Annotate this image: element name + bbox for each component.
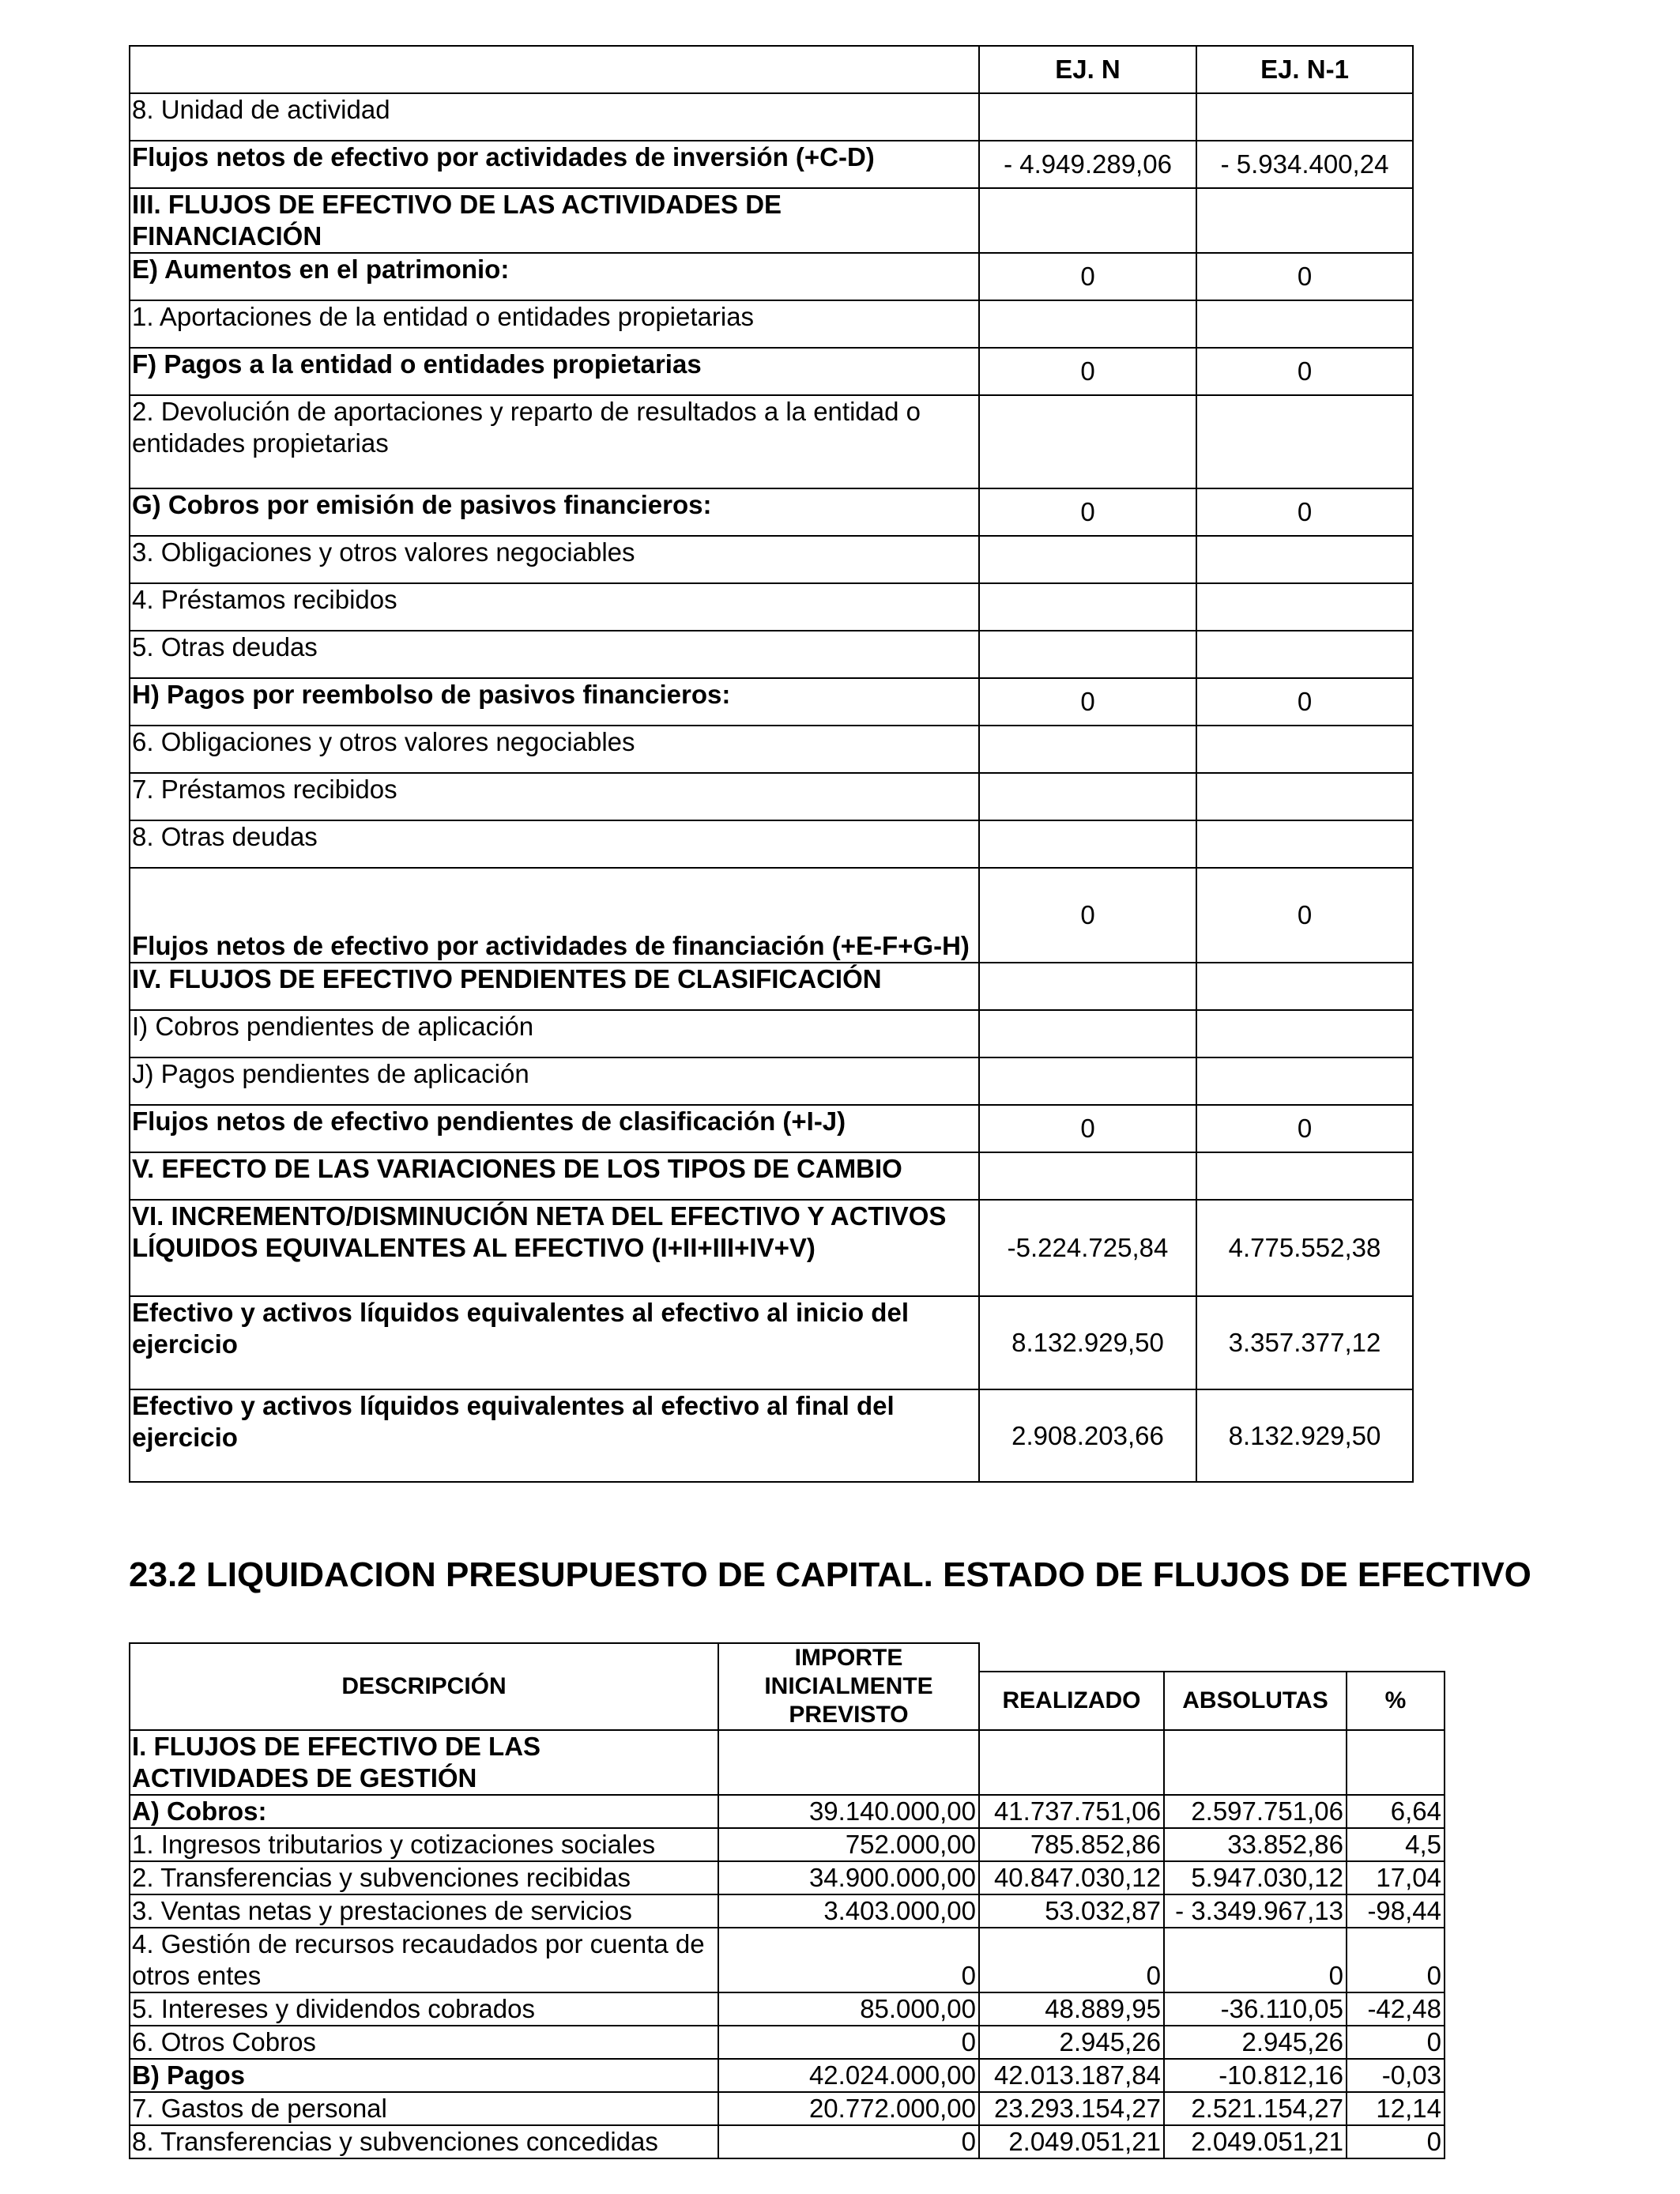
- value-realizado: 53.032,87: [979, 1894, 1164, 1928]
- table-row: [130, 141, 1413, 188]
- table-row: [130, 1057, 1413, 1105]
- value-ej-n1: [1196, 583, 1413, 631]
- value-absolutas: 5.947.030,12: [1164, 1861, 1347, 1894]
- value-realizado: 0: [979, 1928, 1164, 1992]
- table-row: [130, 1730, 1445, 1795]
- value-realizado: 48.889,95: [979, 1992, 1164, 2026]
- row-label: VI. INCREMENTO/DISMINUCIÓN NETA DEL EFECTIVO Y ACTIVOS LÍQUIDOS EQUIVALENTES AL EFECTIVO (I+II+III+IV+V): [130, 1200, 979, 1296]
- value-ej-n: [979, 820, 1196, 868]
- table-row: [130, 1928, 1445, 1992]
- table-header-row: [130, 46, 1413, 93]
- table-row: [130, 1010, 1413, 1057]
- value-previsto: 0: [718, 1928, 979, 1992]
- value-absolutas: 2.597.751,06: [1164, 1795, 1347, 1828]
- table-row: [130, 2059, 1445, 2092]
- value-pct: [1347, 1730, 1445, 1795]
- table-row: [130, 678, 1413, 726]
- value-ej-n1: [1196, 536, 1413, 583]
- value-realizado: 40.847.030,12: [979, 1861, 1164, 1894]
- value-ej-n: 0: [979, 868, 1196, 963]
- table-header-row: [130, 1643, 1445, 1672]
- value-ej-n1: 0: [1196, 1105, 1413, 1152]
- value-ej-n1: [1196, 773, 1413, 820]
- header-absolutas: ABSOLUTAS: [1164, 1672, 1347, 1730]
- value-pct: 0: [1347, 2026, 1445, 2059]
- row-label: 5. Intereses y dividendos cobrados: [130, 1992, 718, 2026]
- table-row: [130, 1105, 1413, 1152]
- value-ej-n1: [1196, 188, 1413, 253]
- header-importe-previsto: IMPORTE INICIALMENTE PREVISTO: [718, 1643, 979, 1730]
- value-previsto: 752.000,00: [718, 1828, 979, 1861]
- table-row: [130, 2092, 1445, 2125]
- table-row: [130, 488, 1413, 536]
- header-spacer: [979, 1643, 1445, 1672]
- value-pct: 17,04: [1347, 1861, 1445, 1894]
- row-label: V. EFECTO DE LAS VARIACIONES DE LOS TIPOS DE CAMBIO: [130, 1152, 979, 1200]
- value-ej-n1: 0: [1196, 868, 1413, 963]
- value-previsto: 20.772.000,00: [718, 2092, 979, 2125]
- value-absolutas: -36.110,05: [1164, 1992, 1347, 2026]
- value-ej-n1: 0: [1196, 348, 1413, 395]
- row-label: E) Aumentos en el patrimonio:: [130, 253, 979, 300]
- value-ej-n1: [1196, 726, 1413, 773]
- table-row: [130, 773, 1413, 820]
- value-pct: 0: [1347, 1928, 1445, 1992]
- value-ej-n1: - 5.934.400,24: [1196, 141, 1413, 188]
- value-ej-n: [979, 1010, 1196, 1057]
- header-descripcion: DESCRIPCIÓN: [130, 1643, 718, 1730]
- table-row: [130, 1861, 1445, 1894]
- table-row: [130, 1296, 1413, 1389]
- value-pct: 6,64: [1347, 1795, 1445, 1828]
- table-row: [130, 583, 1413, 631]
- section-heading: 23.2 LIQUIDACION PRESUPUESTO DE CAPITAL. ESTADO DE FLUJOS DE EFECTIVO: [129, 1555, 1531, 1594]
- value-ej-n: [979, 188, 1196, 253]
- row-label: Efectivo y activos líquidos equivalentes al efectivo al final del ejercicio: [130, 1389, 979, 1482]
- value-absolutas: - 3.349.967,13: [1164, 1894, 1347, 1928]
- table-row: [130, 2125, 1445, 2158]
- value-ej-n1: [1196, 963, 1413, 1010]
- row-label: 2. Transferencias y subvenciones recibidas: [130, 1861, 718, 1894]
- row-label: 2. Devolución de aportaciones y reparto de resultados a la entidad o entidades propietarias: [130, 395, 979, 488]
- value-ej-n1: 8.132.929,50: [1196, 1389, 1413, 1482]
- table-row: [130, 631, 1413, 678]
- table-row: [130, 1389, 1413, 1482]
- row-label: Flujos netos de efectivo pendientes de clasificación (+I-J): [130, 1105, 979, 1152]
- table-row: [130, 253, 1413, 300]
- value-realizado: 23.293.154,27: [979, 2092, 1164, 2125]
- value-realizado: 2.049.051,21: [979, 2125, 1164, 2158]
- value-ej-n: 0: [979, 348, 1196, 395]
- value-pct: 12,14: [1347, 2092, 1445, 2125]
- value-ej-n: [979, 300, 1196, 348]
- value-previsto: [718, 1730, 979, 1795]
- value-ej-n1: 0: [1196, 488, 1413, 536]
- row-label: I) Cobros pendientes de aplicación: [130, 1010, 979, 1057]
- value-ej-n: [979, 963, 1196, 1010]
- value-ej-n1: [1196, 93, 1413, 141]
- table-row: [130, 820, 1413, 868]
- row-label: 8. Otras deudas: [130, 820, 979, 868]
- row-label: Efectivo y activos líquidos equivalentes al efectivo al inicio del ejercicio: [130, 1296, 979, 1389]
- value-realizado: 2.945,26: [979, 2026, 1164, 2059]
- row-label: 3. Ventas netas y prestaciones de servicios: [130, 1894, 718, 1928]
- value-ej-n: 0: [979, 253, 1196, 300]
- value-previsto: 0: [718, 2125, 979, 2158]
- value-ej-n: [979, 395, 1196, 488]
- value-ej-n1: [1196, 300, 1413, 348]
- value-ej-n: [979, 536, 1196, 583]
- table-row: [130, 1795, 1445, 1828]
- row-label: B) Pagos: [130, 2059, 718, 2092]
- value-absolutas: -10.812,16: [1164, 2059, 1347, 2092]
- header-pct: %: [1347, 1672, 1445, 1730]
- row-label: 6. Obligaciones y otros valores negociables: [130, 726, 979, 773]
- value-ej-n1: [1196, 1010, 1413, 1057]
- row-label: 5. Otras deudas: [130, 631, 979, 678]
- value-ej-n: 0: [979, 1105, 1196, 1152]
- value-realizado: 42.013.187,84: [979, 2059, 1164, 2092]
- value-pct: -0,03: [1347, 2059, 1445, 2092]
- value-ej-n: - 4.949.289,06: [979, 141, 1196, 188]
- budget-liquidation-table: [129, 1642, 1445, 2159]
- header-cell-empty: [130, 46, 979, 93]
- table-row: [130, 1828, 1445, 1861]
- value-absolutas: 0: [1164, 1928, 1347, 1992]
- row-label: 1. Ingresos tributarios y cotizaciones sociales: [130, 1828, 718, 1861]
- value-absolutas: 2.049.051,21: [1164, 2125, 1347, 2158]
- row-label: 4. Gestión de recursos recaudados por cuenta de otros entes: [130, 1928, 718, 1992]
- value-realizado: [979, 1730, 1164, 1795]
- row-label: 7. Gastos de personal: [130, 2092, 718, 2125]
- value-pct: 4,5: [1347, 1828, 1445, 1861]
- table-row: [130, 1200, 1413, 1296]
- value-ej-n: [979, 583, 1196, 631]
- row-label: III. FLUJOS DE EFECTIVO DE LAS ACTIVIDADES DE FINANCIACIÓN: [130, 188, 979, 253]
- value-ej-n: [979, 773, 1196, 820]
- value-ej-n: 2.908.203,66: [979, 1389, 1196, 1482]
- cash-flow-table: [129, 45, 1414, 1483]
- row-label: A) Cobros:: [130, 1795, 718, 1828]
- row-label: Flujos netos de efectivo por actividades de financiación (+E-F+G-H): [130, 868, 979, 963]
- table-row: [130, 2026, 1445, 2059]
- row-label: 8. Transferencias y subvenciones concedidas: [130, 2125, 718, 2158]
- value-pct: -98,44: [1347, 1894, 1445, 1928]
- value-ej-n1: 0: [1196, 678, 1413, 726]
- value-ej-n1: [1196, 820, 1413, 868]
- value-ej-n1: [1196, 1057, 1413, 1105]
- value-ej-n: [979, 1057, 1196, 1105]
- header-realizado: REALIZADO: [979, 1672, 1164, 1730]
- value-previsto: 3.403.000,00: [718, 1894, 979, 1928]
- table-row: [130, 348, 1413, 395]
- value-ej-n1: 3.357.377,12: [1196, 1296, 1413, 1389]
- row-label: 8. Unidad de actividad: [130, 93, 979, 141]
- row-label: Flujos netos de efectivo por actividades de inversión (+C-D): [130, 141, 979, 188]
- value-pct: -42,48: [1347, 1992, 1445, 2026]
- table-row: [130, 1152, 1413, 1200]
- value-previsto: 0: [718, 2026, 979, 2059]
- row-label: 7. Préstamos recibidos: [130, 773, 979, 820]
- value-ej-n1: [1196, 1152, 1413, 1200]
- value-absolutas: [1164, 1730, 1347, 1795]
- row-label: 1. Aportaciones de la entidad o entidades propietarias: [130, 300, 979, 348]
- table-row: [130, 963, 1413, 1010]
- value-ej-n1: 4.775.552,38: [1196, 1200, 1413, 1296]
- value-absolutas: 2.945,26: [1164, 2026, 1347, 2059]
- table-row: [130, 1992, 1445, 2026]
- value-ej-n1: 0: [1196, 253, 1413, 300]
- value-ej-n1: [1196, 395, 1413, 488]
- table-row: [130, 1894, 1445, 1928]
- value-ej-n: 8.132.929,50: [979, 1296, 1196, 1389]
- table-row: [130, 300, 1413, 348]
- value-ej-n: [979, 1152, 1196, 1200]
- value-previsto: 39.140.000,00: [718, 1795, 979, 1828]
- header-ej-n: EJ. N: [979, 46, 1196, 93]
- row-label: F) Pagos a la entidad o entidades propietarias: [130, 348, 979, 395]
- value-ej-n: [979, 93, 1196, 141]
- value-ej-n1: [1196, 631, 1413, 678]
- row-label: G) Cobros por emisión de pasivos financieros:: [130, 488, 979, 536]
- header-ej-n1: EJ. N-1: [1196, 46, 1413, 93]
- row-label: 6. Otros Cobros: [130, 2026, 718, 2059]
- table-row: [130, 395, 1413, 488]
- value-previsto: 42.024.000,00: [718, 2059, 979, 2092]
- value-pct: 0: [1347, 2125, 1445, 2158]
- row-label: J) Pagos pendientes de aplicación: [130, 1057, 979, 1105]
- value-ej-n: [979, 726, 1196, 773]
- row-label: 3. Obligaciones y otros valores negociables: [130, 536, 979, 583]
- value-realizado: 41.737.751,06: [979, 1795, 1164, 1828]
- value-ej-n: 0: [979, 488, 1196, 536]
- table-row: [130, 726, 1413, 773]
- value-ej-n: [979, 631, 1196, 678]
- value-previsto: 34.900.000,00: [718, 1861, 979, 1894]
- row-label: H) Pagos por reembolso de pasivos financieros:: [130, 678, 979, 726]
- table-row: [130, 188, 1413, 253]
- value-realizado: 785.852,86: [979, 1828, 1164, 1861]
- value-ej-n: -5.224.725,84: [979, 1200, 1196, 1296]
- table-row: [130, 868, 1413, 963]
- value-absolutas: 33.852,86: [1164, 1828, 1347, 1861]
- row-label: I. FLUJOS DE EFECTIVO DE LAS ACTIVIDADES DE GESTIÓN: [130, 1730, 718, 1795]
- table-row: [130, 536, 1413, 583]
- value-ej-n: 0: [979, 678, 1196, 726]
- table-row: [130, 93, 1413, 141]
- row-label: 4. Préstamos recibidos: [130, 583, 979, 631]
- value-previsto: 85.000,00: [718, 1992, 979, 2026]
- value-absolutas: 2.521.154,27: [1164, 2092, 1347, 2125]
- row-label: IV. FLUJOS DE EFECTIVO PENDIENTES DE CLASIFICACIÓN: [130, 963, 979, 1010]
